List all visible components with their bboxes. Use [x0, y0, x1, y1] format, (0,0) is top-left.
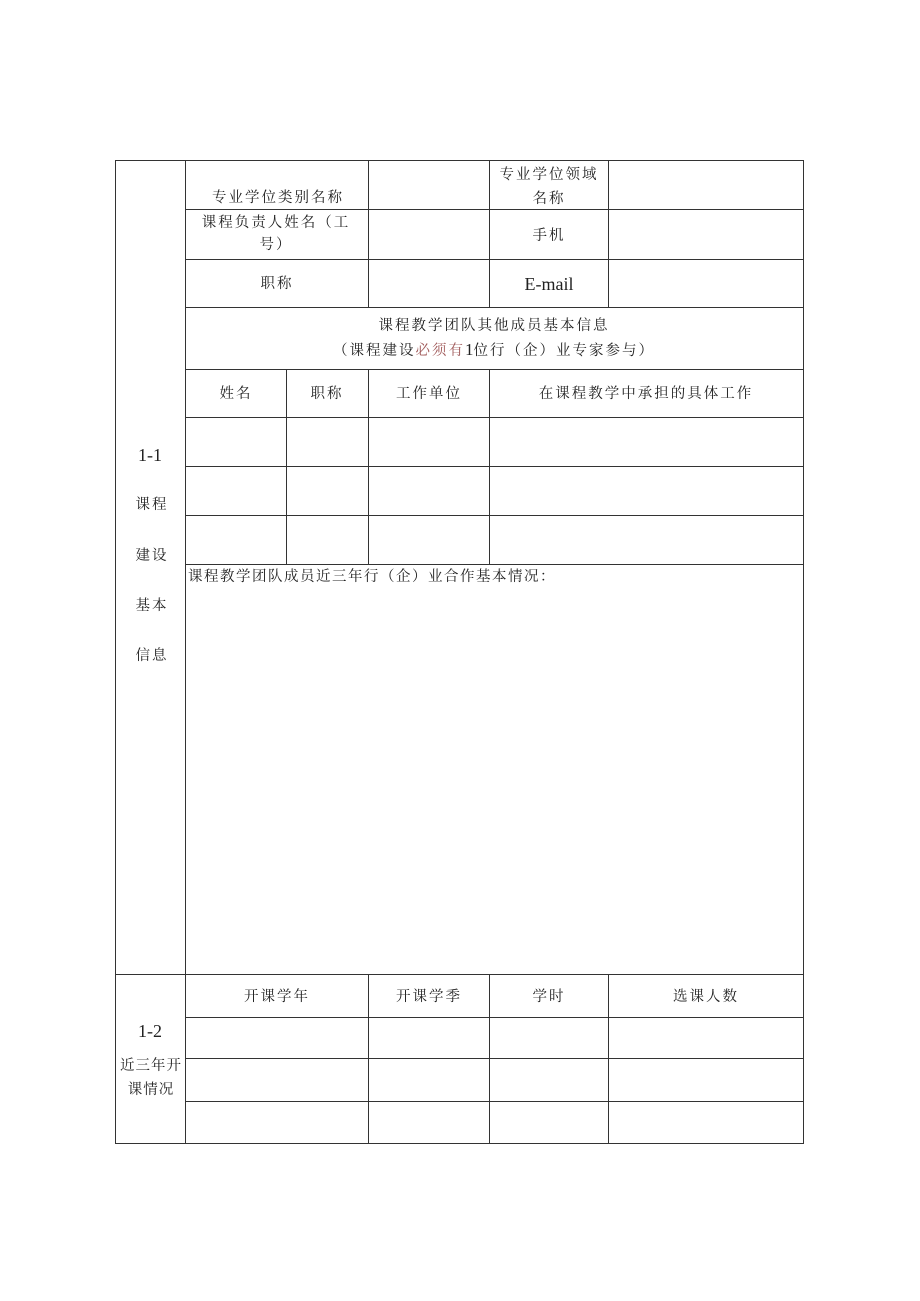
section-title-line: 课程: [135, 497, 169, 513]
course-leader-label: 号）: [259, 237, 293, 253]
degree-field-value[interactable]: [609, 161, 803, 209]
row-line: [185, 369, 804, 370]
table-border-right: [803, 160, 804, 1143]
column-line: [489, 160, 490, 307]
section-title-line: 课情况: [127, 1082, 175, 1098]
cooperation-label: 课程教学团队成员近三年行（企）业合作基本情况：: [188, 569, 556, 585]
col-season: 开课学季: [396, 989, 462, 1005]
col-enrollment: 选课人数: [673, 989, 739, 1005]
phone-value[interactable]: [609, 210, 803, 259]
team-col-title: 职称: [310, 386, 344, 402]
col-hours: 学时: [532, 989, 566, 1005]
course-leader-label: 课程负责人姓名（工: [201, 215, 351, 231]
degree-category-value[interactable]: [369, 161, 488, 209]
team-note-number: 1: [465, 340, 474, 359]
section-divider: [115, 974, 804, 975]
section-title-line: 信息: [135, 648, 169, 664]
table-border-bottom: [115, 1143, 804, 1144]
phone-label: 手机: [532, 228, 566, 244]
section-title-line: 建设: [135, 548, 169, 564]
title-rank-value[interactable]: [369, 260, 488, 307]
team-note-close: 位行（企）业专家参与）: [473, 343, 655, 359]
section-number: 1-2: [138, 1021, 162, 1041]
team-note-open: （课程建设: [333, 343, 416, 359]
table-border-left: [115, 160, 116, 1143]
degree-field-label: 专业学位领域: [499, 167, 599, 183]
column-line: [185, 160, 186, 1143]
degree-field-label: 名称: [532, 191, 566, 207]
course-leader-value[interactable]: [369, 210, 488, 259]
table-row[interactable]: [186, 1018, 803, 1058]
section-title-line: 近三年开: [120, 1058, 182, 1074]
section-number: 1-1: [138, 445, 162, 465]
row-line: [185, 564, 804, 565]
title-rank-label: 职称: [260, 276, 294, 292]
email-value[interactable]: [609, 260, 803, 307]
table-row[interactable]: [186, 418, 803, 466]
table-row[interactable]: [186, 516, 803, 564]
team-title: 课程教学团队其他成员基本信息: [378, 318, 610, 334]
section-title-line: 基本: [135, 598, 169, 614]
row-line: [185, 307, 804, 308]
cooperation-text[interactable]: [188, 590, 800, 970]
degree-category-label: 专业学位类别名称: [212, 190, 344, 206]
team-note-highlight: 必须有: [415, 343, 465, 359]
team-col-name: 姓名: [219, 386, 253, 402]
email-label: E-mail: [524, 274, 574, 294]
team-col-duty: 在课程教学中承担的具体工作: [538, 386, 754, 402]
col-academic-year: 开课学年: [244, 989, 310, 1005]
team-note: [333, 340, 655, 361]
table-row[interactable]: [186, 1059, 803, 1101]
table-row[interactable]: [186, 1102, 803, 1143]
team-col-employer: 工作单位: [396, 386, 462, 402]
table-row[interactable]: [186, 467, 803, 515]
